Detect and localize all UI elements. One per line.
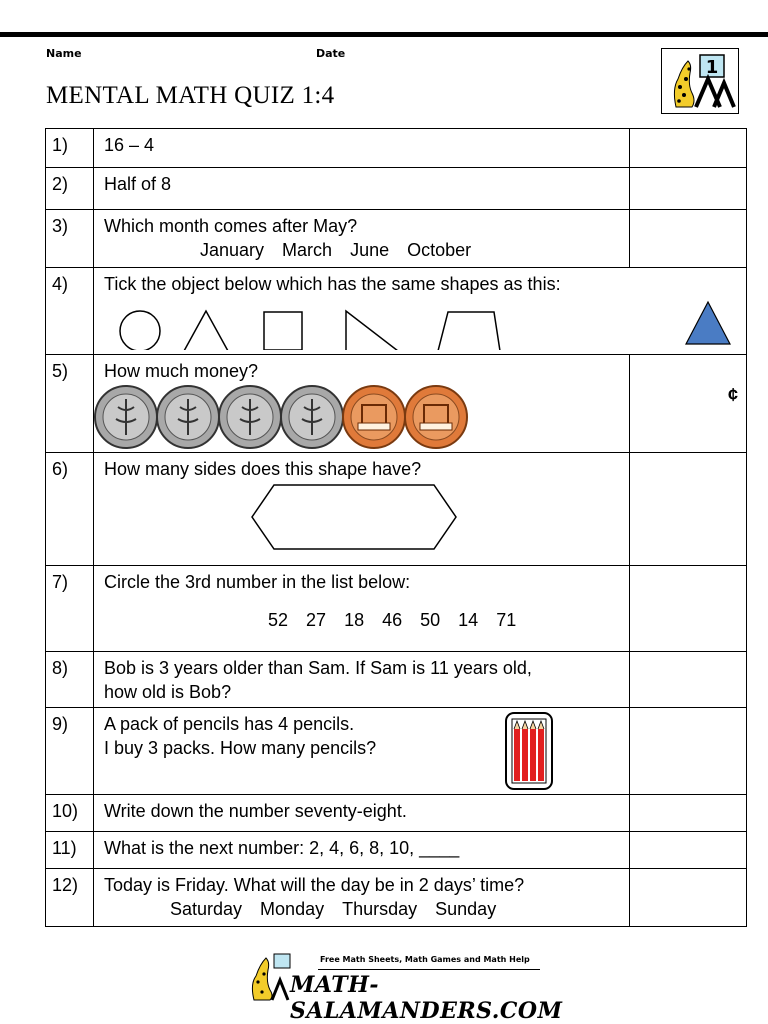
quiz-table [45,128,747,927]
question-row-4 [46,268,747,355]
question-row-7 [46,566,747,652]
footer-brand[interactable]: MATH-SALAMANDERS.COM [290,972,563,1024]
answer-box-11[interactable] [630,832,747,869]
question-cell [94,453,630,566]
answer-box-1[interactable] [630,129,747,168]
number-list [104,608,629,632]
dime-coin [95,386,157,448]
question-text: Half of 8 [94,168,630,210]
question-number: 6) [46,453,94,566]
shape-options [104,296,744,350]
pencil-pack [502,709,556,793]
question-cell [94,355,630,453]
answer-box-5[interactable] [630,355,747,453]
answer-box-7[interactable] [630,566,747,652]
option: Saturday [170,899,243,919]
footer-tagline: Free Math Sheets, Math Games and Math Help [320,955,530,964]
answer-box-10[interactable] [630,795,747,832]
dime-coin [219,386,281,448]
answer-box-2[interactable] [630,168,747,210]
day-options [104,897,629,921]
question-cell [94,869,630,927]
question-number: 9) [46,708,94,795]
question-number: 4) [46,268,94,355]
triangle-shape[interactable] [184,311,228,350]
answer-box-3[interactable] [630,210,747,268]
option: October [407,240,472,260]
dime-coin [157,386,219,448]
question-row-10 [46,795,747,832]
answer-box-6[interactable] [630,453,747,566]
page-title: MENTAL MATH QUIZ 1:4 [46,82,335,109]
question-number: 5) [46,355,94,453]
question-row-9 [46,708,747,795]
question-text: A pack of pencils has 4 pencils. [104,714,355,734]
question-text-line2: how old is Bob? [104,682,232,702]
trapezoid-shape[interactable] [438,312,500,350]
question-row-12 [46,869,747,927]
list-number[interactable]: 50 [420,610,441,630]
month-options [104,238,629,262]
name-label: Name [46,47,82,60]
option: Thursday [342,899,418,919]
question-number: 2) [46,168,94,210]
question-cell [94,210,630,268]
salamander-logo [661,48,739,114]
coin-row [90,383,470,449]
question-row-8 [46,652,747,708]
square-shape[interactable] [264,312,302,350]
question-text: How much money? [104,361,259,381]
penny-coin [405,386,467,448]
question-row-1 [46,129,747,168]
right-triangle-shape[interactable] [346,311,398,350]
dime-coin [281,386,343,448]
reference-triangle [686,302,730,344]
question-row-6 [46,453,747,566]
question-text: Bob is 3 years older than Sam. If Sam is 11 years old, [104,658,532,678]
footer-divider [318,969,540,970]
question-text: Write down the number seventy-eight. [94,795,630,832]
answer-box-12[interactable] [630,869,747,927]
question-row-3 [46,210,747,268]
answer-box-8[interactable] [630,652,747,708]
question-text-line2: I buy 3 packs. How many pencils? [104,738,377,758]
question-cell [94,566,630,652]
option: Monday [260,899,325,919]
date-label: Date [316,47,346,60]
question-row-2 [46,168,747,210]
footer-logo [248,952,563,1024]
hexagon-shape [104,481,624,553]
question-text: Today is Friday. What will the day be in 2 days’ time? [104,875,525,895]
question-text: What is the next number: 2, 4, 6, 8, 10, ____ [94,832,630,869]
option: Sunday [435,899,497,919]
option: June [350,240,390,260]
question-text: 16 – 4 [94,129,630,168]
cent-sign: ¢ [727,385,738,405]
question-number: 3) [46,210,94,268]
question-cell [94,708,630,795]
option: March [282,240,333,260]
logo-badge: 1 [705,57,719,78]
option: January [200,240,265,260]
question-number: 7) [46,566,94,652]
answer-box-9[interactable] [630,708,747,795]
question-cell [94,268,747,355]
question-row-11 [46,832,747,869]
list-number[interactable]: 46 [382,610,403,630]
question-text: How many sides does this shape have? [104,459,422,479]
footer-salamander-icon [248,952,292,1002]
question-number: 12) [46,869,94,927]
question-text: Which month comes after May? [104,216,358,236]
question-number: 8) [46,652,94,708]
question-number: 1) [46,129,94,168]
question-row-5 [46,355,747,453]
question-text: Tick the object below which has the same shapes as this: [104,274,561,294]
question-number: 11) [46,832,94,869]
question-cell [94,652,630,708]
circle-shape[interactable] [120,311,160,350]
question-text: Circle the 3rd number in the list below: [104,572,411,592]
penny-coin [343,386,405,448]
list-number[interactable]: 52 [268,610,289,630]
list-number[interactable]: 18 [344,610,365,630]
list-number[interactable]: 71 [496,610,517,630]
list-number[interactable]: 27 [306,610,327,630]
top-rule [0,32,768,37]
question-number: 10) [46,795,94,832]
list-number[interactable]: 14 [458,610,479,630]
